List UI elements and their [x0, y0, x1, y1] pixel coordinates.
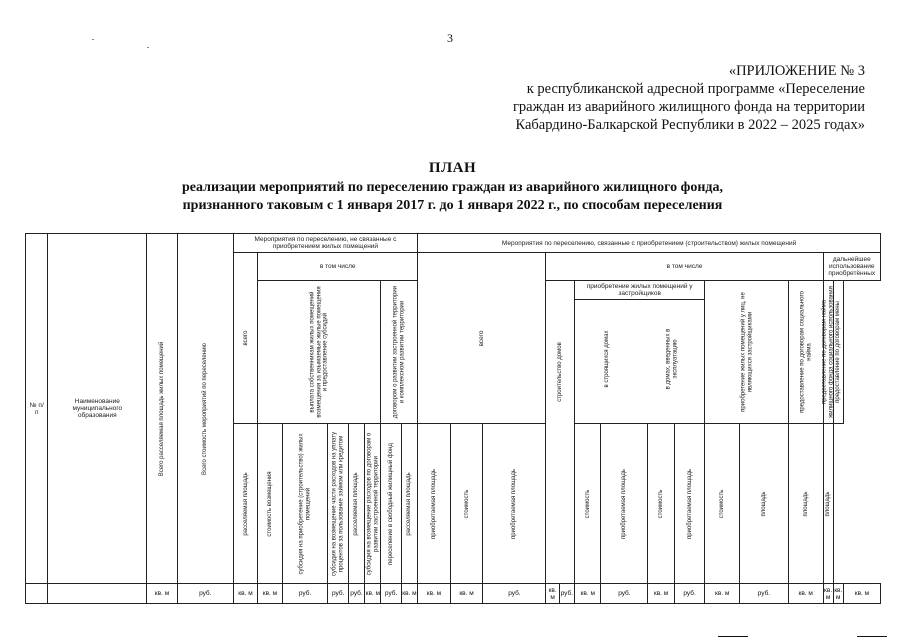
plan-title: ПЛАН: [428, 160, 477, 176]
sub-header-fu-area-3: площадь: [824, 490, 831, 517]
unit-con-cost: руб.: [559, 584, 574, 604]
col-purchase-group: [574, 281, 704, 424]
sub-subsidy-compensation: [328, 424, 348, 584]
unit-total-area: кв. м: [147, 584, 178, 604]
col-nr-total: [233, 253, 257, 424]
sub-header-ib-cost: стоимость: [657, 489, 664, 518]
sub-header-fu-area-1: площадь: [760, 490, 767, 517]
unit-fu-area-3: кв. м: [833, 584, 843, 604]
plan-subtitle: [0, 179, 905, 215]
scan-speck: [92, 39, 94, 40]
units-row: [26, 584, 881, 604]
unit-ic-cost: руб.: [601, 584, 648, 604]
col-total-cost: [177, 234, 233, 584]
header-total-area: Всего расселяемая площадь жилых помещений: [158, 341, 165, 476]
sub-header-cost-compensation: стоимость возмещения: [266, 470, 273, 537]
header-r-including: в том числе: [666, 263, 703, 270]
unit-cell: [48, 584, 147, 604]
unit-fu-area-2: кв. м: [823, 584, 833, 604]
unit-subsidy-purchase: руб.: [328, 584, 348, 604]
sub-area-relocated-2: [348, 424, 364, 584]
sub-header-subsidy-dev: субсидия на возмещение расходов по договорам о развитии застроенной территории: [366, 432, 379, 575]
header-non-developers: приобретение жилых помещений у лиц, не являющихся застройщиками: [740, 292, 753, 412]
sub-header-fu-area-2: площадь: [802, 490, 809, 517]
unit-r-area-acquired: кв. м: [450, 584, 483, 604]
header-purchase-group: приобретение жилых помещений у застройщиков: [575, 281, 704, 300]
header-nr-total: всего: [242, 330, 249, 346]
header-further-use: дальнейшее использование приобретённых: [828, 256, 876, 277]
header-social-rent: предоставление по договорам социального найма: [799, 291, 812, 413]
further-use: [823, 253, 881, 281]
col-non-developers: [705, 281, 789, 424]
header-group-not-related: Мероприятия по переселению, не связанные с приобретением жилых помещений: [254, 236, 397, 250]
col-num: [26, 234, 48, 584]
unit-nd-area: кв. м: [705, 584, 740, 604]
appendix-line-3: граждан из аварийного жилищного фонда на территории: [512, 99, 865, 115]
col-municipality: [48, 234, 147, 584]
unit-cost-compensation: руб.: [282, 584, 328, 604]
sub-area-relocated: [233, 424, 257, 584]
footer-rule: [857, 636, 887, 637]
unit-nd-cost: руб.: [739, 584, 788, 604]
unit-r-area-relocated: кв. м: [418, 584, 451, 604]
sub-header-r-area-acquired: приобретаемая площадь: [430, 468, 437, 539]
nr-including: [258, 253, 418, 281]
sub-header-r-cost: стоимость: [463, 489, 470, 518]
r-including: [546, 253, 823, 281]
col-exchange: [833, 281, 843, 424]
unit-subsidy-dev: руб.: [381, 584, 401, 604]
sub-fu-area-1: [739, 424, 788, 584]
unit-area-relocated: кв. м: [258, 584, 282, 604]
appendix-line-1: «ПРИЛОЖЕНИЕ № 3: [728, 63, 865, 79]
sub-ic-cost: [574, 424, 600, 584]
sub-header-nd-area: приобретаемая площадь: [686, 468, 693, 539]
header-in-built: в домах, введенных в эксплуатацию: [665, 328, 679, 390]
header-commercial-rent: предоставление по договорам найма жилищного фонда социального использования: [821, 286, 835, 418]
sub-header-free-relocation: переселение в свободный жилищный фонд: [387, 442, 394, 565]
plan-subtitle-line-1: реализации мероприятий по переселению граждан из аварийного жилищного фонда,: [182, 180, 723, 195]
header-exchange: предоставление по договорам мены: [835, 301, 841, 403]
header-total-cost: Всего стоимость мероприятий по переселению: [202, 342, 209, 475]
plan-table-grid: [25, 233, 881, 604]
appendix-header: [513, 62, 865, 134]
unit-cell: [26, 584, 48, 604]
sub-header-ic-cost: стоимость: [584, 489, 591, 518]
col-commercial-rent: [823, 281, 833, 424]
col-construction: [546, 281, 575, 584]
unit-free-relocation: кв. м: [401, 584, 417, 604]
sub-r-area-relocated: [401, 424, 417, 584]
unit-con-area: кв. м: [546, 584, 559, 604]
sub-fu-area-3: [823, 424, 833, 584]
unit-subsidy-compensation: руб.: [348, 584, 364, 604]
sub-ic-area: [483, 424, 546, 584]
sub-nd-area: [674, 424, 705, 584]
unit-ib-area: кв. м: [648, 584, 674, 604]
sub-r-cost: [450, 424, 483, 584]
footer-rule: [718, 636, 748, 637]
col-total-area: [147, 234, 178, 584]
unit-ib-cost: руб.: [674, 584, 705, 604]
sub-ib-area: [601, 424, 648, 584]
sub-header-subsidy-purchase: субсидия на приобретение (строительство) жилых помещений: [298, 433, 312, 575]
header-nr-including: в том числе: [319, 263, 356, 270]
header-r-total: всего: [478, 329, 486, 347]
unit-fu-area-4: кв. м: [843, 584, 880, 604]
col-development: [381, 281, 418, 424]
sub-header-area-relocated: расселяемая площадь: [242, 471, 249, 536]
sub-nd-cost: [705, 424, 740, 584]
scan-speck: [147, 47, 149, 48]
header-group-related: Мероприятия по переселению, связанные с приобретением (строительством) жилых помещений: [501, 239, 797, 247]
col-r-total: [418, 253, 546, 424]
header-num: № п/п: [29, 401, 44, 416]
unit-area-relocated-2: кв. м: [365, 584, 381, 604]
unit-fu-area-1: кв. м: [788, 584, 823, 604]
sub-header-ic-area: приобретаемая площадь: [511, 468, 518, 539]
group-related: [418, 234, 881, 253]
page-number: 3: [447, 31, 453, 45]
sub-ib-cost: [648, 424, 674, 584]
group-not-related: [233, 234, 417, 253]
sub-subsidy-purchase: [282, 424, 328, 584]
unit-nr-total: кв. м: [233, 584, 257, 604]
header-construction: строительство домов: [556, 341, 563, 402]
appendix-line-4: Кабардино-Балкарской Республики в 2022 – 2025 годах»: [515, 117, 865, 133]
sub-free-relocation: [381, 424, 401, 584]
sub-header-subsidy-compensation: субсидия на возмещение части расходов на уплату процентов за пользование займом или кредитом: [331, 431, 345, 576]
plan-subtitle-line-2: признанного таковым с 1 января 2017 г. до 1 января 2022 г., по способам переселения: [182, 198, 723, 213]
sub-header-area-relocated-2: расселяемая площадь: [353, 471, 360, 536]
sub-r-area-acquired: [418, 424, 451, 584]
unit-r-cost: руб.: [483, 584, 546, 604]
sub-header-nd-cost: стоимость: [718, 489, 725, 518]
appendix-line-2: к республиканской адресной программе «Переселение: [526, 81, 865, 97]
header-development: договором о развитии застроенной территории и комплексном развитии территории: [392, 285, 406, 419]
sub-cost-compensation: [258, 424, 282, 584]
sub-header-ib-area: приобретаемая площадь: [621, 468, 628, 539]
col-compensation: [258, 281, 381, 424]
unit-ic-area: кв. м: [574, 584, 600, 604]
col-social-rent: [788, 281, 823, 424]
sub-header-r-area-relocated: расселяемая площадь: [406, 471, 413, 536]
unit-total-cost: руб.: [177, 584, 233, 604]
sub-subsidy-dev: [365, 424, 381, 584]
header-in-construction: в строящихся домах: [604, 330, 611, 388]
header-compensation: выплата собственникам жилых помещений возмещения за изымаемые жилые помещения и предоставление субсидий: [309, 286, 329, 418]
plan-table: [25, 233, 881, 603]
sub-fu-area-2: [788, 424, 823, 584]
header-municipality: Наименование муниципального образования: [72, 398, 123, 419]
